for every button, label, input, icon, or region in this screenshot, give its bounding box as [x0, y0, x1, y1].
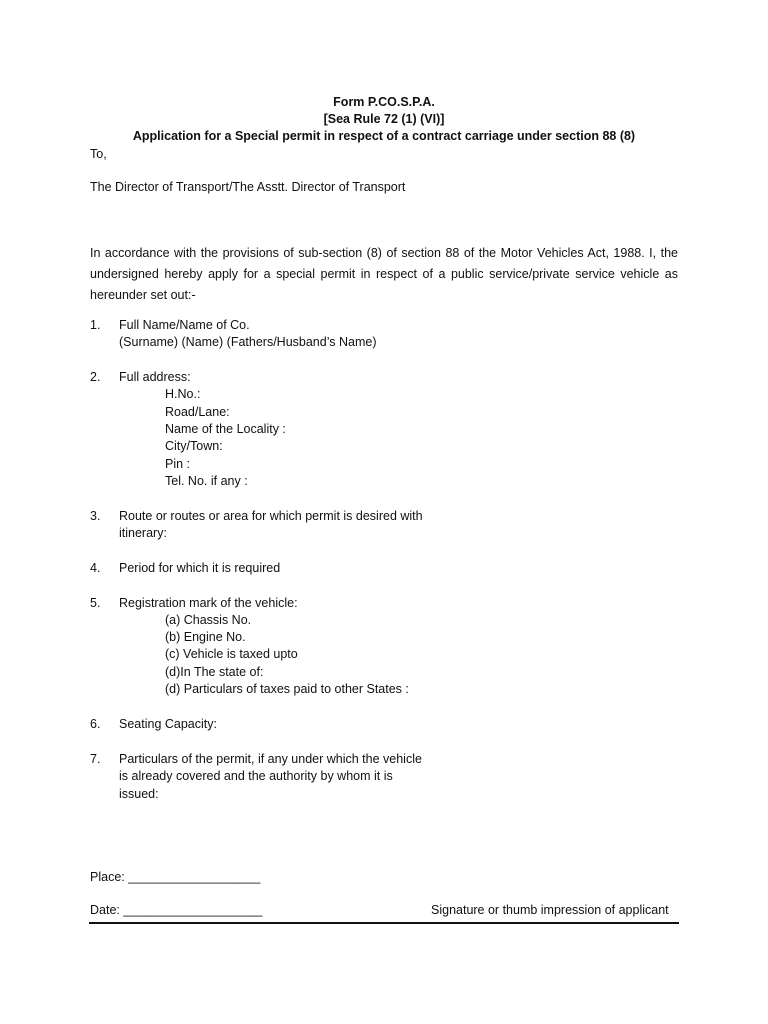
addressee: The Director of Transport/The Asstt. Director of Transport [90, 180, 406, 194]
item-line: issued: [119, 787, 159, 801]
item-line: is already covered and the authority by whom it is [119, 769, 393, 783]
item-number: 6. [90, 717, 101, 731]
item-number: 2. [90, 370, 101, 384]
item-line: Particulars of the permit, if any under which the vehicle [119, 752, 422, 766]
signature-label: Signature or thumb impression of applicant [431, 903, 669, 917]
address-field-label: Tel. No. if any : [165, 474, 248, 488]
item-line: Full address: [119, 370, 191, 384]
item-line: (Surname) (Name) (Fathers/Husband’s Name) [119, 335, 377, 349]
item-line: Seating Capacity: [119, 717, 217, 731]
vehicle-field-label: (b) Engine No. [165, 630, 246, 644]
item-line: Period for which it is required [119, 561, 281, 575]
vehicle-field-label: (c) Vehicle is taxed upto [165, 647, 298, 661]
address-field-label: Name of the Locality : [165, 422, 286, 436]
address-field-label: Pin : [165, 457, 191, 471]
date-field: Date: ____________________ [90, 903, 263, 917]
vehicle-field-label: (d) Particulars of taxes paid to other States : [165, 682, 409, 696]
vehicle-field-label: (d)In The state of: [165, 665, 264, 679]
bottom-rule [89, 922, 679, 924]
item-number: 4. [90, 561, 101, 575]
vehicle-field-label: (a) Chassis No. [165, 613, 252, 627]
form-subject: Application for a Special permit in respect of a contract carriage under section 88 (8) [132, 129, 636, 143]
address-field-label: H.No.: [165, 387, 201, 401]
item-line: Full Name/Name of Co. [119, 318, 250, 332]
address-field-label: City/Town: [165, 439, 223, 453]
salutation: To, [90, 147, 107, 161]
item-number: 3. [90, 509, 101, 523]
intro-paragraph: In accordance with the provisions of sub-section (8) of section 88 of the Motor Vehicles Act, 1988. I, the undersigned hereby apply for a special permit in respect of a public service/private service vehicle as hereunder set out:- [90, 246, 678, 302]
item-number: 7. [90, 752, 101, 766]
item-line: Route or routes or area for which permit is desired with [119, 509, 423, 523]
form-rule: [Sea Rule 72 (1) (VI)] [323, 112, 445, 126]
item-number: 5. [90, 596, 101, 610]
item-line: itinerary: [119, 526, 167, 540]
address-field-label: Road/Lane: [165, 405, 230, 419]
item-line: Registration mark of the vehicle: [119, 596, 298, 610]
item-number: 1. [90, 318, 101, 332]
place-field: Place: ___________________ [90, 870, 261, 884]
form-title: Form P.CO.S.P.A. [333, 95, 435, 109]
